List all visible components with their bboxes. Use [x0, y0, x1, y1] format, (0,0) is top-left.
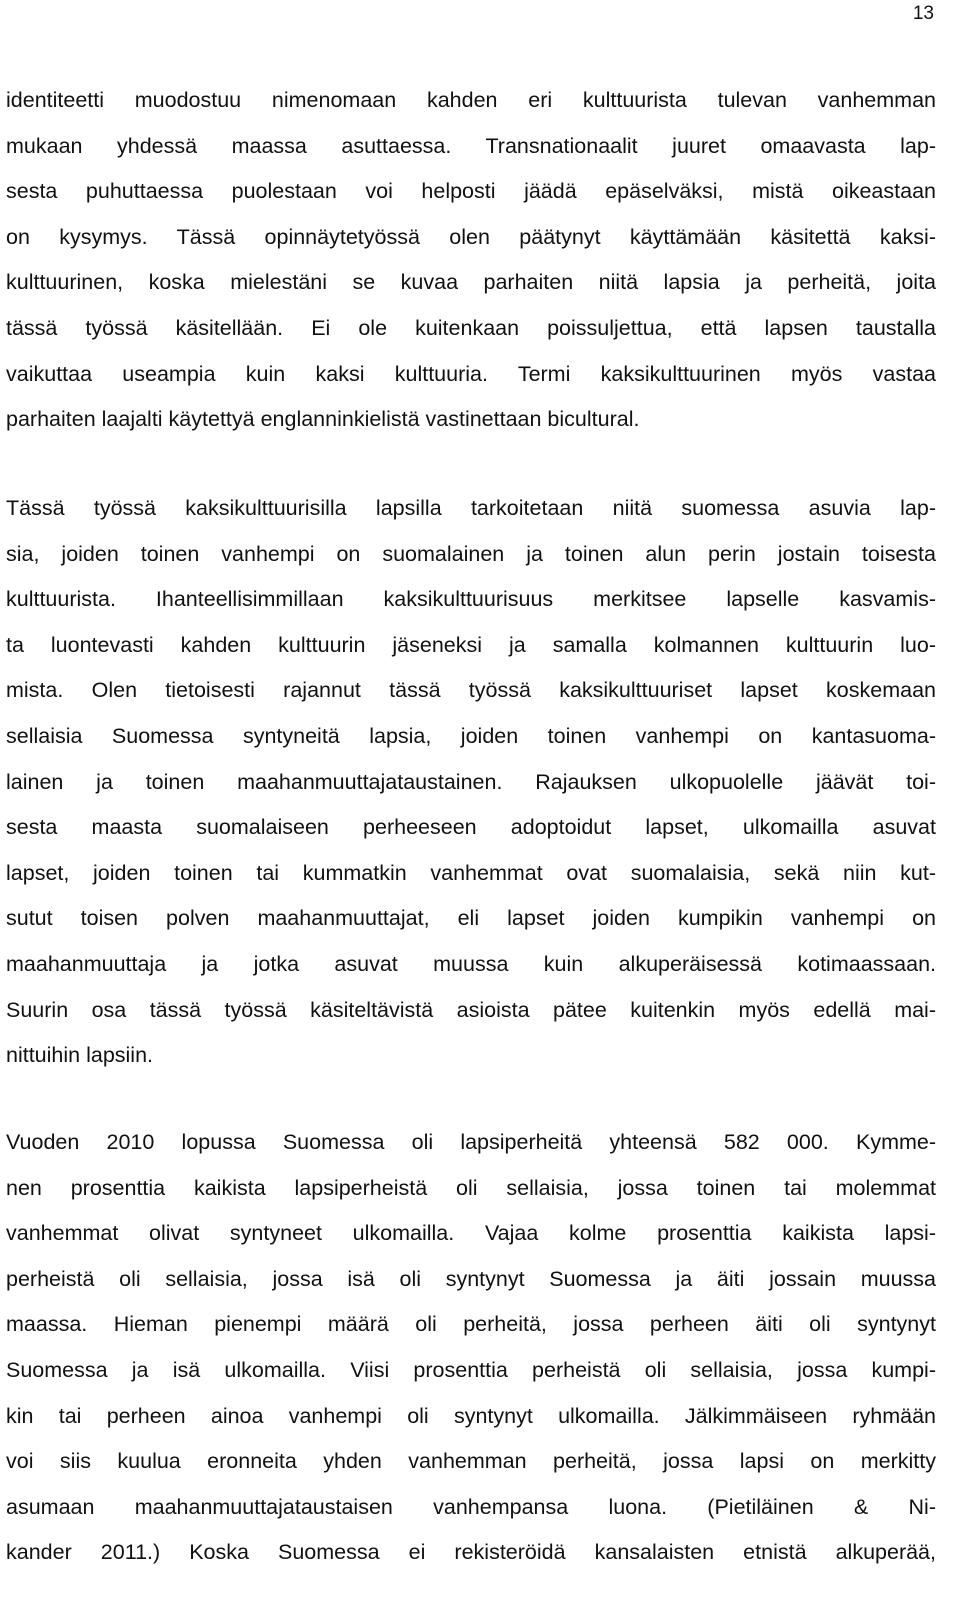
text-line: lapset, joiden toinen tai kummatkin vanhemmat ovat suomalaisia, sekä niin kut-	[6, 860, 936, 885]
text-line: parhaiten laajalti käytettyä englanninkielistä vastinettaan bicultural.	[6, 407, 640, 432]
text-line: tässä työssä käsitellään. Ei ole kuitenkaan poissuljettua, että lapsen taustalla	[6, 315, 936, 340]
page-number: 13	[912, 3, 934, 24]
text-line: asumaan maahanmuuttajataustaisen vanhempansa luona. (Pietiläinen & Ni-	[6, 1494, 936, 1519]
paragraph-3	[6, 1120, 936, 1576]
text-line: sutut toisen polven maahanmuuttajat, eli lapset joiden kumpikin vanhempi on	[6, 906, 936, 931]
text-line: Tässä työssä kaksikulttuurisilla lapsilla tarkoitetaan niitä suomessa asuvia lap-	[6, 496, 936, 520]
text-line: identiteetti muodostuu nimenomaan kahden eri kulttuurista tulevan vanhemman	[6, 88, 936, 112]
text-line: sellaisia Suomessa syntyneitä lapsia, joiden toinen vanhempi on kantasuoma-	[6, 723, 936, 748]
text-line: kulttuurista. Ihanteellisimmillaan kaksikulttuurisuus merkitsee lapselle kasvamis-	[6, 587, 936, 612]
text-line: vanhemmat olivat syntyneet ulkomailla. Vajaa kolme prosenttia kaikista lapsi-	[6, 1221, 936, 1246]
text-line: maahanmuuttaja ja jotka asuvat muussa kuin alkuperäisessä kotimaassaan.	[6, 951, 936, 976]
text-line: maassa. Hieman pienempi määrä oli perheitä, jossa perheen äiti oli syntynyt	[6, 1312, 936, 1337]
text-line: mukaan yhdessä maassa asuttaessa. Transnationaalit juuret omaavasta lap-	[6, 133, 936, 158]
text-line: mista. Olen tietoisesti rajannut tässä työssä kaksikulttuuriset lapset koskemaan	[6, 678, 936, 703]
text-line: sia, joiden toinen vanhempi on suomalainen ja toinen alun perin jostain toisesta	[6, 541, 936, 566]
text-line: nittuihin lapsiin.	[6, 1043, 154, 1068]
text-line: perheistä oli sellaisia, jossa isä oli syntynyt Suomessa ja äiti jossain muussa	[6, 1266, 936, 1291]
text-line: voi siis kuulua eronneita yhden vanhemman perheitä, jossa lapsi on merkitty	[6, 1449, 936, 1474]
text-line: lainen ja toinen maahanmuuttajataustainen. Rajauksen ulkopuolelle jäävät toi-	[6, 769, 936, 794]
text-line: kin tai perheen ainoa vanhempi oli syntynyt ulkomailla. Jälkimmäiseen ryhmään	[6, 1403, 936, 1428]
text-line: ta luontevasti kahden kulttuurin jäseneksi ja samalla kolmannen kulttuurin luo-	[6, 632, 936, 657]
text-line: Suurin osa tässä työssä käsiteltävistä asioista pätee kuitenkin myös edellä mai-	[6, 997, 936, 1022]
text-line: sesta puhuttaessa puolestaan voi helposti jäädä epäselväksi, mistä oikeastaan	[6, 179, 936, 204]
paragraph-1	[6, 78, 936, 443]
text-line: vaikuttaa useampia kuin kaksi kulttuuria. Termi kaksikulttuurinen myös vastaa	[6, 361, 936, 386]
text-line: Vuoden 2010 lopussa Suomessa oli lapsiperheitä yhteensä 582 000. Kymme-	[6, 1130, 936, 1154]
text-line: kulttuurinen, koska mielestäni se kuvaa parhaiten niitä lapsia ja perheitä, joita	[6, 270, 936, 295]
text-line: nen prosenttia kaikista lapsiperheistä oli sellaisia, jossa toinen tai molemmat	[6, 1175, 936, 1200]
text-line: on kysymys. Tässä opinnäytetyössä olen päätynyt käyttämään käsitettä kaksi-	[6, 224, 936, 249]
paragraph-2	[6, 486, 936, 1079]
text-line: sesta maasta suomalaiseen perheeseen adoptoidut lapset, ulkomailla asuvat	[6, 815, 936, 840]
text-line: kander 2011.) Koska Suomessa ei rekisteröidä kansalaisten etnistä alkuperää,	[6, 1540, 936, 1565]
text-line: Suomessa ja isä ulkomailla. Viisi prosenttia perheistä oli sellaisia, jossa kumpi-	[6, 1357, 936, 1382]
